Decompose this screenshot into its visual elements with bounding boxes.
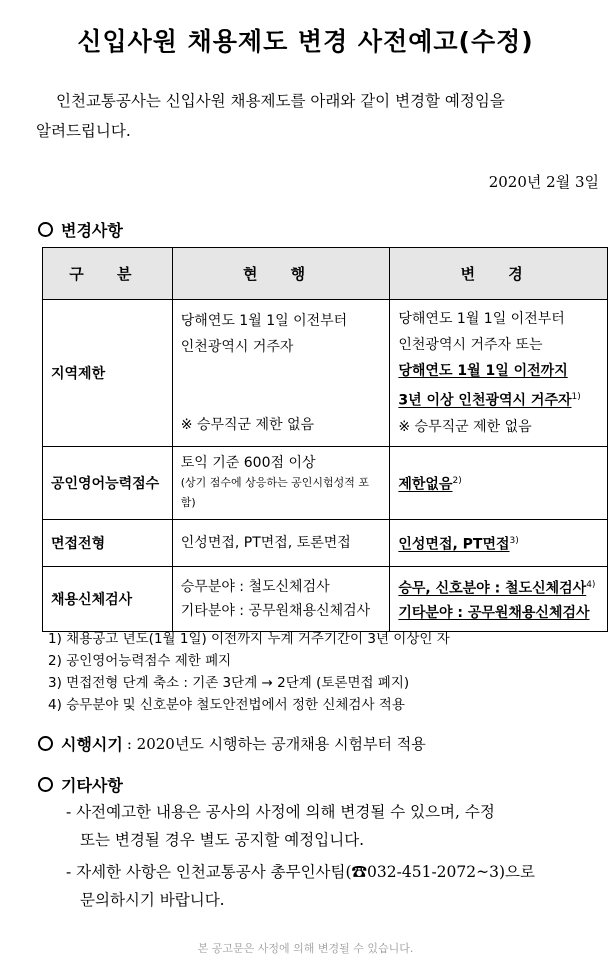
current-line: 인천광역시 거주자 [180, 339, 294, 355]
row-change [390, 567, 608, 632]
row-current [172, 520, 390, 567]
footnote-ref: 4) [586, 580, 596, 590]
current-line: 기타분야 : 공무원채용신체검사 [180, 602, 371, 619]
circle-bullet-icon [38, 736, 53, 751]
header-category: 구 분 [43, 248, 173, 300]
change-highlight: 3년 이상 인천광역시 거주자 [398, 392, 572, 409]
row-current [172, 567, 390, 632]
row-current [172, 300, 390, 447]
section-other-label: 기타사항 [61, 776, 123, 795]
row-change [390, 300, 608, 447]
change-highlight: 당해연도 1월 1일 이전까지 [398, 363, 568, 380]
footnote-1: 1) 채용공고 년도(1월 1일) 이전까지 누계 거주기간이 3년 이상인 자 [48, 631, 450, 647]
header-change: 변 경 [390, 248, 608, 300]
other-item-1-line-2: 또는 변경될 경우 별도 공지할 예정입니다. [80, 831, 365, 849]
row-category: 면접전형 [43, 520, 173, 567]
header-current: 현 행 [172, 248, 390, 300]
change-note: ※ 승무직군 제한 없음 [398, 418, 532, 435]
row-current [172, 447, 390, 520]
row-category: 지역제한 [43, 300, 173, 447]
change-line: 인천광역시 거주자 또는 [398, 337, 543, 354]
circle-bullet-icon [38, 222, 53, 237]
section-other [38, 773, 123, 796]
table-header-row [43, 248, 608, 300]
notice-date: 2020년 2월 3일 [488, 173, 599, 191]
table-row [43, 567, 608, 632]
intro-line-2: 알려드립니다. [36, 122, 131, 140]
footnote-4: 4) 승무분야 및 신호분야 철도안전법에서 정한 신체검사 적용 [48, 697, 405, 713]
row-change [390, 520, 608, 567]
current-line: 토익 기준 600점 이상 [180, 455, 316, 471]
circle-bullet-icon [38, 777, 53, 792]
section-changes [38, 218, 123, 241]
other-item-2-line-2: 문의하시기 바랍니다. [80, 891, 225, 909]
table-row [43, 447, 608, 520]
footnote-ref: 2) [452, 476, 462, 487]
footnote-2: 2) 공인영어능력점수 제한 폐지 [48, 653, 232, 669]
footnote-3: 3) 면접전형 단계 축소 : 기존 3단계 → 2단계 (토론면접 폐지) [48, 675, 410, 691]
change-highlight: 기타분야 : 공무원채용신체검사 [398, 604, 590, 621]
changes-table [42, 247, 608, 632]
section-effective-label: 시행시기 [61, 735, 123, 754]
table-row [43, 300, 608, 447]
change-highlight: 승무, 신호분야 : 철도신체검사 [398, 580, 587, 597]
row-category: 공인영어능력점수 [43, 447, 173, 520]
footnote-ref: 3) [509, 536, 519, 547]
change-highlight: 인성면접, PT면접 [398, 536, 510, 553]
current-line: 승무분야 : 철도신체검사 [180, 578, 330, 595]
current-subnote: (상기 점수에 상응하는 공인시험성적 포함) [180, 476, 370, 509]
change-highlight: 제한없음 [398, 476, 453, 493]
current-line: 인성면접, PT면접, 토론면접 [180, 535, 351, 551]
footer-note: 본 공고문은 사정에 의해 변경될 수 있습니다. [197, 942, 414, 955]
section-effective [38, 732, 426, 755]
other-item-1-line-1: - 사전예고한 내용은 공사의 사정에 의해 변경될 수 있으며, 수정 [66, 803, 495, 821]
effective-desc: : 2020년도 시행하는 공개채용 시험부터 적용 [126, 735, 426, 753]
page-title: 신입사원 채용제도 변경 사전예고(수정) [77, 27, 534, 56]
current-line: 당해연도 1월 1일 이전부터 [180, 313, 348, 329]
table-row [43, 520, 608, 567]
row-change [390, 447, 608, 520]
current-note: ※ 승무직군 제한 없음 [180, 417, 315, 433]
change-line: 당해연도 1월 1일 이전부터 [398, 311, 565, 328]
other-item-2-line-1: - 자세한 사항은 인천교통공사 총무인사팀(☎032-451-2072~3)으로 [66, 863, 535, 881]
intro-line-1: 인천교통공사는 신입사원 채용제도를 아래와 같이 변경할 예정임을 [56, 92, 505, 110]
row-category: 채용신체검사 [43, 567, 173, 632]
footnote-ref: 1) [571, 392, 581, 403]
section-changes-label: 변경사항 [61, 221, 123, 240]
